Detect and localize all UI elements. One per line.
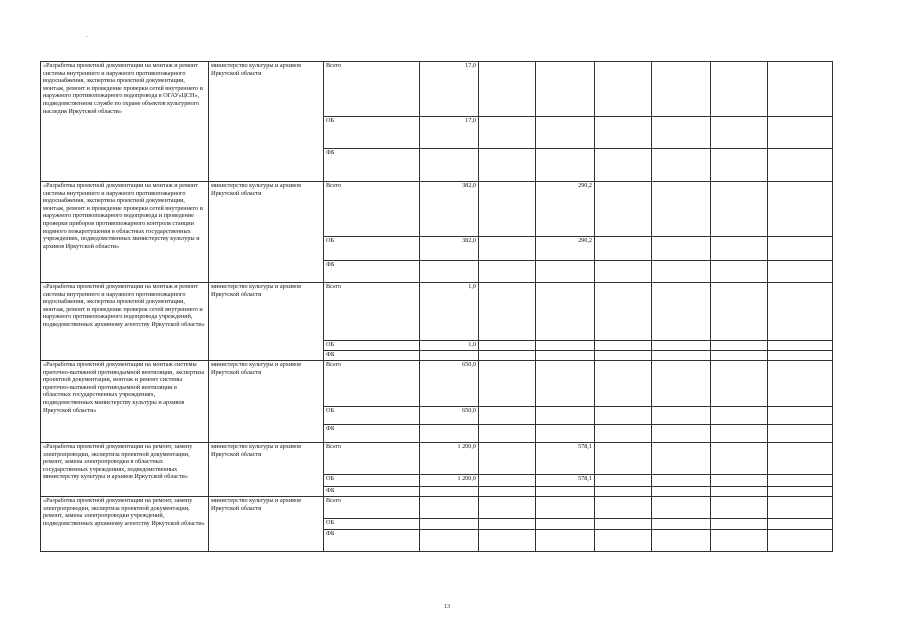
measure-name: «Разработка проектной документации на монтаж и ремонт системы внутреннего и наружного противопожарного водоснабжения, экспертиза проектной документации, монтаж, ремонт и проведение проверки сетей внутреннего и наружного противопожарного водопровода и проведение проверки приборов противопожарного контроля станции водяного пожаротушения в областных государственных учреждениях, подведомственных министерству культуры и архивов Иркутской области»: [41, 182, 209, 283]
executor: министерство культуры и архивов Иркутской области: [209, 497, 324, 552]
source-label: ОБ: [324, 475, 420, 487]
measure-name: «Разработка проектной документации на монтаж и ремонт системы внутреннего и наружного противопожарного водоснабжения, экспертиза проектной документации, монтаж, ремонт и проведение проверок сетей внутреннего и наружного противопожарного водопровода учреждений, подведомственных архивному агентству Иркутской области»: [41, 283, 209, 361]
value-cell: [420, 261, 479, 283]
value-cell: 17,0: [420, 117, 479, 149]
source-label: Всего: [324, 62, 420, 117]
value-cell: 578,1: [536, 475, 595, 487]
source-label: ФБ: [324, 487, 420, 497]
budget-table: [40, 61, 833, 552]
value-cell: 1,0: [420, 283, 479, 341]
executor: министерство культуры и архивов Иркутской области: [209, 283, 324, 361]
value-cell: [420, 425, 479, 443]
page-number: 13: [444, 604, 450, 610]
source-label: ФБ: [324, 149, 420, 182]
source-label: ФБ: [324, 425, 420, 443]
source-label: ОБ: [324, 407, 420, 425]
value-cell: 382,0: [420, 182, 479, 237]
value-cell: [536, 407, 595, 425]
table-row: [41, 283, 833, 341]
executor: министерство культуры и архивов Иркутской области: [209, 443, 324, 497]
table-row: [41, 62, 833, 117]
value-cell: [536, 283, 595, 341]
measure-name: «Разработка проектной документации на ремонт, замену электропроводки, экспертиза проектной документации, ремонт, замена электропроводки учреждений, подведомственных архивному агентству Иркутской области»: [41, 497, 209, 552]
value-cell: [536, 497, 595, 519]
table-row: [41, 497, 833, 519]
value-cell: 382,0: [420, 237, 479, 261]
executor: министерство культуры и архивов Иркутской области: [209, 182, 324, 283]
source-label: ОБ: [324, 519, 420, 530]
source-label: Всего: [324, 497, 420, 519]
measure-name: «Разработка проектной документации на монтаж системы приточно-вытяжной противодымной вентиляции, экспертиза проектной документации, монтаж и ремонт системы приточно-вытяжной противодымной вентиляции в областных государственных учреждениях, подведомственных министерству культуры и архивов Иркутской области»: [41, 361, 209, 443]
value-cell: [536, 425, 595, 443]
value-cell: 17,0: [420, 62, 479, 117]
value-cell: [536, 261, 595, 283]
value-cell: [536, 117, 595, 149]
source-label: ОБ: [324, 341, 420, 351]
source-label: Всего: [324, 182, 420, 237]
executor: министерство культуры и архивов Иркутской области: [209, 361, 324, 443]
value-cell: [536, 487, 595, 497]
value-cell: [420, 530, 479, 552]
value-cell: [536, 341, 595, 351]
value-cell: 650,0: [420, 361, 479, 407]
value-cell: [420, 497, 479, 519]
source-label: Всего: [324, 361, 420, 407]
source-label: ФБ: [324, 351, 420, 361]
value-cell: [536, 351, 595, 361]
table-row: [41, 182, 833, 237]
value-cell: 1 200,0: [420, 475, 479, 487]
source-label: ФБ: [324, 530, 420, 552]
value-cell: [420, 519, 479, 530]
value-cell: 290,2: [536, 237, 595, 261]
value-cell: [536, 62, 595, 117]
value-cell: [420, 351, 479, 361]
source-label: ФБ: [324, 261, 420, 283]
executor: министерство культуры и архивов Иркутской области: [209, 62, 324, 182]
source-label: Всего: [324, 283, 420, 341]
source-label: Всего: [324, 443, 420, 475]
measure-name: «Разработка проектной документации на ремонт, замену электропроводки, экспертиза проектной документации, ремонт, замена электропроводки в областных государственных учреждениях, подведомственных министерству культуры и архивов Иркутской области»: [41, 443, 209, 497]
value-cell: 290,2: [536, 182, 595, 237]
value-cell: [420, 149, 479, 182]
value-cell: 650,0: [420, 407, 479, 425]
value-cell: [536, 530, 595, 552]
measure-name: «Разработка проектной документации на монтаж и ремонт системы внутреннего и наружного противопожарного водоснабжения, экспертиза проектной документации, монтаж, ремонт и проведение проверки сетей внутреннего и наружного противопожарного водопровода в ОГАУ«ЦСН», подведомственном службе по охране объектов культурного наследия Иркутской области»: [41, 62, 209, 182]
source-label: ОБ: [324, 117, 420, 149]
value-cell: [536, 519, 595, 530]
value-cell: 578,1: [536, 443, 595, 475]
table-row: [41, 361, 833, 407]
scan-speck: [86, 36, 87, 37]
value-cell: [420, 487, 479, 497]
value-cell: 1,0: [420, 341, 479, 351]
source-label: ОБ: [324, 237, 420, 261]
table-row: [41, 443, 833, 475]
value-cell: [536, 361, 595, 407]
value-cell: [536, 149, 595, 182]
value-cell: 1 200,0: [420, 443, 479, 475]
